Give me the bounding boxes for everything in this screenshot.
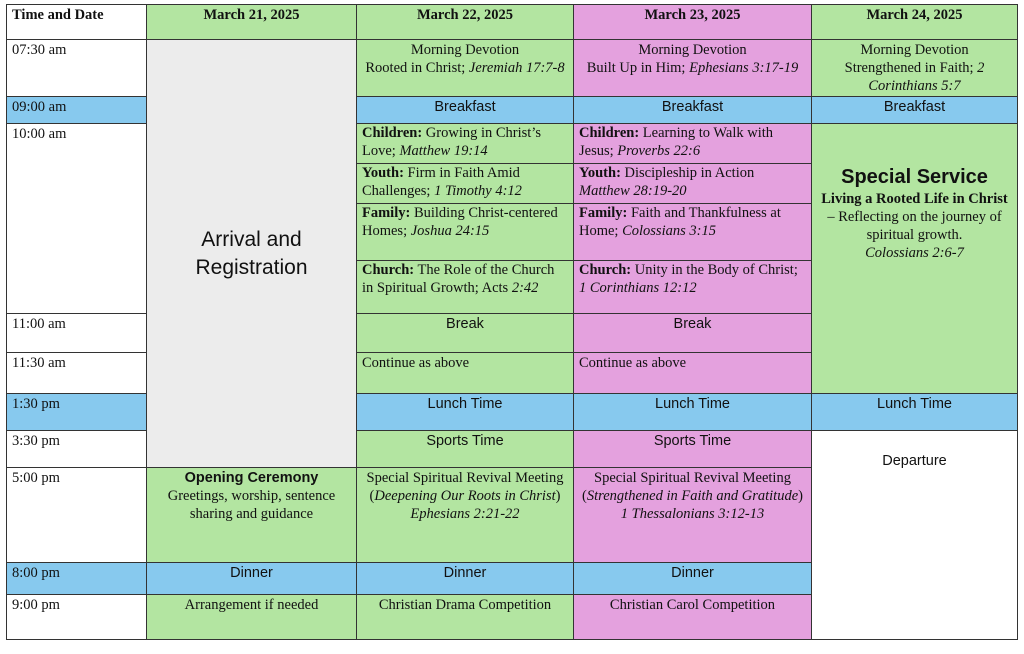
revival-title: Special Spiritual Revival Meeting (366, 470, 564, 486)
session-church (574, 260, 811, 299)
session-youth (574, 163, 811, 203)
day4-departure-cell (812, 431, 1018, 640)
session-family (574, 203, 811, 260)
time-cell: 1:30 pm (7, 394, 147, 431)
session-label: Church: (579, 262, 632, 278)
devotion-theme: Strengthened in Faith; (844, 60, 978, 76)
session-text: Unity in the Body of Christ; (631, 262, 798, 278)
time-cell: 8:00 pm (7, 563, 147, 595)
special-service-reference: Colossians 2:6-7 (865, 245, 964, 261)
session-reference: 1 Corinthians 12:12 (579, 280, 697, 296)
revival-reference: 1 Thessalonians 3:12-13 (620, 506, 765, 522)
day3-continue: Continue as above (574, 353, 812, 394)
day3-devotion-cell (574, 40, 812, 97)
session-reference: Joshua 24:15 (410, 223, 490, 239)
time-cell: 11:00 am (7, 314, 147, 353)
devotion-reference: Ephesians 3:17-19 (689, 60, 799, 76)
time-cell: 9:00 pm (7, 595, 147, 640)
departure-text: Departure (882, 453, 947, 469)
devotion-theme: Rooted in Christ; (365, 60, 469, 76)
day4-lunch: Lunch Time (812, 394, 1018, 431)
time-date-header: Time and Date (7, 5, 147, 40)
session-label: Family: (579, 205, 628, 221)
session-reference: Matthew 28:19-20 (579, 183, 687, 199)
session-children (574, 124, 811, 163)
session-family (357, 203, 573, 260)
day2-devotion-cell (357, 40, 574, 97)
day3-sessions-cell (574, 124, 812, 314)
paren-open: ( (369, 488, 375, 504)
arrival-registration-text: Arrival and Registration (195, 227, 308, 279)
day2-sessions-cell (357, 124, 574, 314)
day3-breakfast: Breakfast (574, 97, 812, 124)
session-reference: 2:42 (511, 280, 539, 296)
day4-devotion-cell (812, 40, 1018, 97)
day3-sports: Sports Time (574, 431, 812, 468)
revival-subtitle: Strengthened in Faith and Gratitude (586, 488, 799, 504)
revival-title: Special Spiritual Revival Meeting (594, 470, 791, 486)
paren-close: ) (555, 488, 561, 504)
time-cell: 5:00 pm (7, 468, 147, 563)
session-church (357, 260, 573, 299)
day2-evening: Christian Drama Competition (357, 595, 574, 640)
day2-continue: Continue as above (357, 353, 574, 394)
session-text: Faith and Thankfulness at Home; (579, 205, 781, 239)
session-label: Youth: (579, 165, 621, 181)
session-text: Firm in Faith Amid Challenges; (362, 165, 520, 199)
devotion-title: Morning Devotion (638, 42, 747, 58)
day3-lunch: Lunch Time (574, 394, 812, 431)
day1-evening: Arrangement if needed (147, 595, 357, 640)
session-reference: Colossians 3:15 (622, 223, 716, 239)
day1-opening-cell (147, 468, 357, 563)
opening-ceremony-title: Opening Ceremony (184, 470, 319, 486)
row-0730 (7, 40, 1018, 97)
session-label: Children: (362, 125, 423, 141)
day3-evening: Christian Carol Competition (574, 595, 812, 640)
day2-sports: Sports Time (357, 431, 574, 468)
session-text: Growing in Christ’s Love; (362, 125, 541, 159)
time-cell: 07:30 am (7, 40, 147, 97)
time-cell: 3:30 pm (7, 431, 147, 468)
schedule-table (6, 4, 1018, 640)
day1-header: March 21, 2025 (147, 5, 357, 40)
session-text: Learning to Walk with Jesus; (579, 125, 774, 159)
header-row (7, 5, 1018, 40)
day3-revival-cell (574, 468, 812, 563)
revival-reference: Ephesians 2:21-22 (410, 506, 520, 522)
devotion-reference: 2 Corinthians 5:7 (868, 60, 985, 94)
day2-revival-cell (357, 468, 574, 563)
revival-subtitle: Deepening Our Roots in Christ (374, 488, 556, 504)
session-label: Church: (362, 262, 415, 278)
day1-arrival-cell (147, 40, 357, 468)
special-service-theme: Living a Rooted Life in Christ (821, 191, 1008, 207)
time-cell: 11:30 am (7, 353, 147, 394)
day2-header: March 22, 2025 (357, 5, 574, 40)
devotion-theme: Built Up in Him; (586, 60, 690, 76)
day4-header: March 24, 2025 (812, 5, 1018, 40)
day2-dinner: Dinner (357, 563, 574, 595)
session-youth (357, 163, 573, 203)
day1-dinner: Dinner (147, 563, 357, 595)
day3-dinner: Dinner (574, 563, 812, 595)
session-text: Discipleship in Action (620, 165, 755, 181)
day2-lunch: Lunch Time (357, 394, 574, 431)
day4-breakfast: Breakfast (812, 97, 1018, 124)
session-reference: 1 Timothy 4:12 (434, 183, 522, 199)
paren-open: ( (582, 488, 587, 504)
session-label: Family: (362, 205, 411, 221)
paren-close: ) (798, 488, 803, 504)
time-cell: 09:00 am (7, 97, 147, 124)
day2-breakfast: Breakfast (357, 97, 574, 124)
day2-break: Break (357, 314, 574, 353)
session-text: The Role of the Church in Spiritual Growth; Acts (362, 262, 555, 296)
day3-header: March 23, 2025 (574, 5, 812, 40)
devotion-title: Morning Devotion (860, 42, 969, 58)
special-service-text: – Reflecting on the journey of spiritual growth. (827, 209, 1002, 243)
session-reference: Proverbs 22:6 (617, 143, 701, 159)
opening-ceremony-desc: Greetings, worship, sentence sharing and guidance (167, 488, 336, 522)
day3-break: Break (574, 314, 812, 353)
devotion-reference: Jeremiah 17:7-8 (468, 60, 565, 76)
session-reference: Matthew 19:14 (399, 143, 488, 159)
session-label: Children: (579, 125, 640, 141)
day4-special-service-cell (812, 124, 1018, 394)
session-label: Youth: (362, 165, 404, 181)
devotion-title: Morning Devotion (410, 42, 520, 58)
special-service-title: Special Service (841, 166, 988, 188)
time-cell: 10:00 am (7, 124, 147, 314)
session-text: Building Christ-centered Homes; (362, 205, 558, 239)
session-children (357, 124, 573, 163)
